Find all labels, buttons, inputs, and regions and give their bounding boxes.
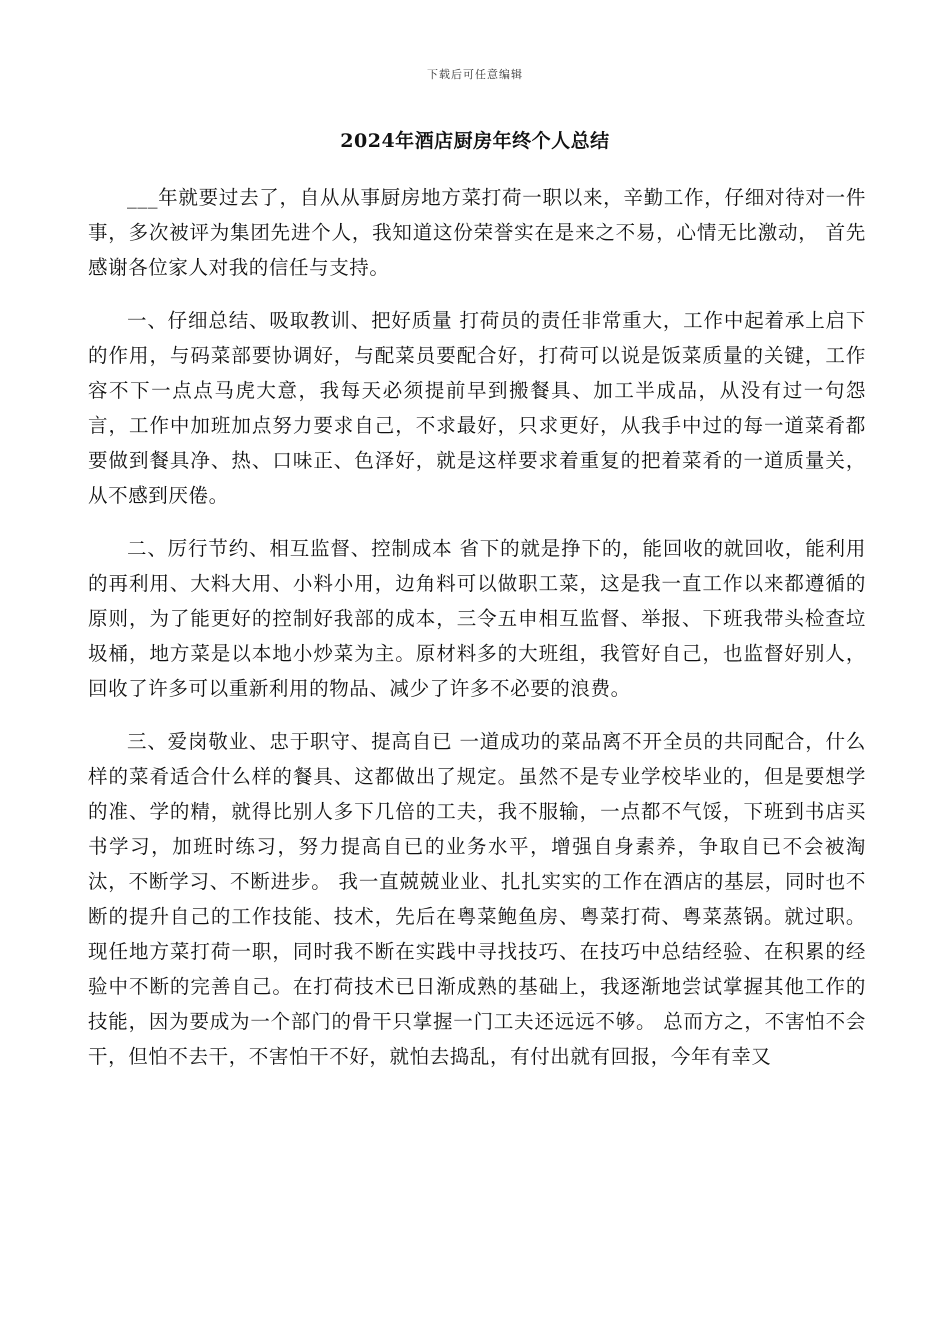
document-title: 2024年酒店厨房年终个人总结 [340,130,610,152]
document-body [88,180,866,1092]
paragraph-section-1: 一、仔细总结、吸取教训、把好质量 打荷员的责任非常重大，工作中起着承上启下的作用，与码菜部要协调好，与配菜员要配合好，打荷可以说是饭菜质量的关键，工作容不下一点点马虎大意，我每天必须提前早到搬餐具、加工半成品，从没有过一句怨言，工作中加班加点努力要求自己，不求最好，只求更好，从我手中过的每一道菜肴都要做到餐具净、热、口味正、色泽好，就是这样要求着重复的把着菜肴的一道质量关，从不感到厌倦。 [88,309,866,507]
paragraph-section-3: 三、爱岗敬业、忠于职守、提高自已 一道成功的菜品离不开全员的共同配合，什么样的菜肴适合什么样的餐具、这都做出了规定。虽然不是专业学校毕业的，但是要想学的准、学的精，就得比别人多下几倍的工夫，我不服输，一点都不气馁，下班到书店买书学习，加班时练习，努力提高自已的业务水平，增强自身素养，争取自已不会被淘汰，不断学习、不断进步。 我一直兢兢业业、扎扎实实的工作在酒店的基层，同时也不断的提升自己的工作技能、技术，先后在粤菜鲍鱼房、粤菜打荷、粤菜蒸锅。就过职。现任地方菜打荷一职，同时我不断在实践中寻找技巧、在技巧中总结经验、在积累的经验中不断的完善自己。在打荷技术已日渐成熟的基础上，我逐渐地尝试掌握其他工作的技能，因为要成为一个部门的骨干只掌握一门工夫还远远不够。 总而方之，不害怕不会干，但怕不去干，不害怕干不好，就怕去捣乱，有付出就有回报，今年有幸又 [88,730,866,1068]
header-note: 下载后可任意编辑 [427,68,523,81]
paragraph-intro: ___年就要过去了，自从从事厨房地方菜打荷一职以来，辛勤工作，仔细对待对一件事，多次被评为集团先进个人，我知道这份荣誉实在是来之不易，心情无比激动， 首先感谢各位家人对我的信任与支持。 [88,186,866,279]
paragraph-section-2: 二、厉行节约、相互监督、控制成本 省下的就是挣下的，能回收的就回收，能利用的再利用、大料大用、小料小用，边角料可以做职工菜，这是我一直工作以来都遵循的原则，为了能更好的控制好我部的成本，三令五申相互监督、举报、下班我带头检查垃圾桶，地方菜是以本地小炒菜为主。原材料多的大班组，我管好自己，也监督好别人，回收了许多可以重新利用的物品、减少了许多不必要的浪费。 [88,537,866,700]
